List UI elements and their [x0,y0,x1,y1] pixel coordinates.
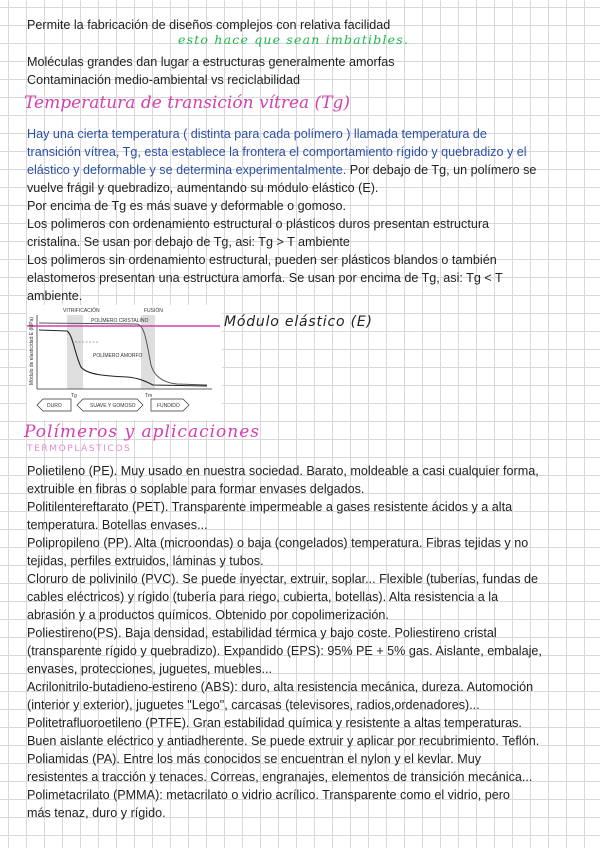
polymer-line: Polipropileno (PP). Alta (microondas) o baja (congelados) temperatura. Fibras tejidas y no [27,536,529,550]
tg-line: vuelve frágil y quebradizo, aumentando su módulo elástico (E). [27,181,379,195]
tg-blue-line-2: transición vítrea, Tg, esta establece la frontera el comportamiento rígido y quebradizo y el [27,145,527,159]
chart-region-vitrificacion: VITRIFICACIÓN [63,308,100,314]
chart-state-fundido: FUNDIDO [157,403,180,409]
modulus-annotation: Módulo elástico (E) [224,314,373,330]
polymer-line: Politilentereftarato (PET). Transparente impermeable a gases resistente ácidos y a alta [27,500,513,514]
intro-line-1: Permite la fabricación de diseños complejos con relativa facilidad [27,18,391,32]
polymer-line: envases, protecciones, juguetes, muebles... [27,662,273,676]
polymer-line: Polimetacrilato (PMMA): metacrilato o vidrio acrílico. Transparente como el vidrio, pero [27,788,510,802]
polymer-line: Poliestireno(PS). Baja densidad, estabilidad térmica y bajo coste. Poliestireno cristal [27,626,497,640]
polymer-line: cables eléctricos) y rígido (tubería para riego, cubierta, botellas). Alta resistencia a la [27,590,499,604]
tg-blue-line-1: Hay una cierta temperatura ( distinta para cada polímero ) llamada temperatura de [27,127,487,141]
tg-line: Los polimeros sin ordenamiento estructural, pueden ser plásticos blandos o también [27,253,497,267]
polymer-line: Cloruro de polivinilo (PVC). Se puede inyectar, extruir, soplar... Flexible (tuberías, fundas de [27,572,539,586]
polymer-line: Acrilonitrilo-butadieno-estireno (ABS): duro, alta resistencia mecánica, dureza. Automoción [27,680,534,694]
intro-line-2: Moléculas grandes dan lugar a estructuras generalmente amorfas [27,55,395,69]
tg-chart [27,305,222,420]
chart-ylabel: Módulo de elasticidad E (MPa) [29,316,35,385]
chart-inner-label-amorfo: POLÍMERO AMORFO [93,353,143,359]
chart-region-fusion: FUSIÓN [144,308,163,314]
polymer-line: tejidas, perfiles extruidos, láminas y tubos. [27,554,264,568]
tg-line: ambiente. [27,289,83,303]
intro-line-3: Contaminación medio-ambiental vs reciclabilidad [27,73,300,87]
polymer-line: abrasión y a productos químicos. Obtenido por copolimerización. [27,608,389,622]
tg-line: cristalina. Se usan por debajo de Tg, asi: Tg > T ambiente [27,235,350,249]
polymer-line: resistentes a tracción y tenaces. Correas, engranajes, elementos de transición mecánica... [27,770,533,784]
tg-line-3-blue: elástico y deformable y se determina experimentalmente. [27,163,347,177]
chart-marker-tg: Tg [71,393,77,399]
polymer-line: temperatura. Botellas envases... [27,518,208,532]
polymer-line: Poliamidas (PA). Entre los más conocidos se encuentran el nylon y el kevlar. Muy [27,752,482,766]
polymer-line: Buen aislante eléctrico y antiadherente. Se puede extruir y aplicar por recubrimiento. Teflón. [27,734,540,748]
tg-line-3 [27,161,536,179]
chart-state-duro: DURO [47,403,62,409]
polymer-line: más tenaz, duro y rígido. [27,806,166,820]
tg-heading: Temperatura de transición vítrea (Tg) [24,93,351,113]
tg-line: Los polimeros con ordenamiento estructural o plásticos duros presentan estructura [27,217,490,231]
polymers-heading: Polímeros y aplicaciones [24,422,261,442]
polymer-line: Polietileno (PE). Muy usado en nuestra sociedad. Barato, moldeable a casi cualquier forma, [27,464,539,478]
handwritten-note: esto hace que sean imbatibles. [178,32,410,47]
chart-inner-label-cristalino: POLÍMERO CRISTALINO [91,318,149,324]
tg-line-3-rest: Por debajo de Tg, un polímero se [346,163,537,177]
chart-state-suave: SUAVE Y GOMOSO [90,403,136,409]
tg-line: Por encima de Tg es más suave y deformable o gomoso. [27,199,346,213]
polymers-subheading: TERMOPLÁSTICOS [27,444,132,454]
chart-marker-tm: Tm [145,393,153,399]
polymer-line: Politetrafluoroetileno (PTFE). Gran estabilidad química y resistente a altas temperaturas. [27,716,522,730]
polymer-line: extruible en fibras o soplable para formar envases delgados. [27,482,365,496]
tg-line: elastomeros presentan una estructura amorfa. Se usan por encima de Tg, asi: Tg < T [27,271,503,285]
polymer-line: (interior y exterior), juguetes "Lego", carcasas (televisores, radios,ordenadores)... [27,698,480,712]
polymer-line: (transparente rígido y quebradizo). Expandido (EPS): 95% PE + 5% gas. Aislante, embalaje, [27,644,542,658]
